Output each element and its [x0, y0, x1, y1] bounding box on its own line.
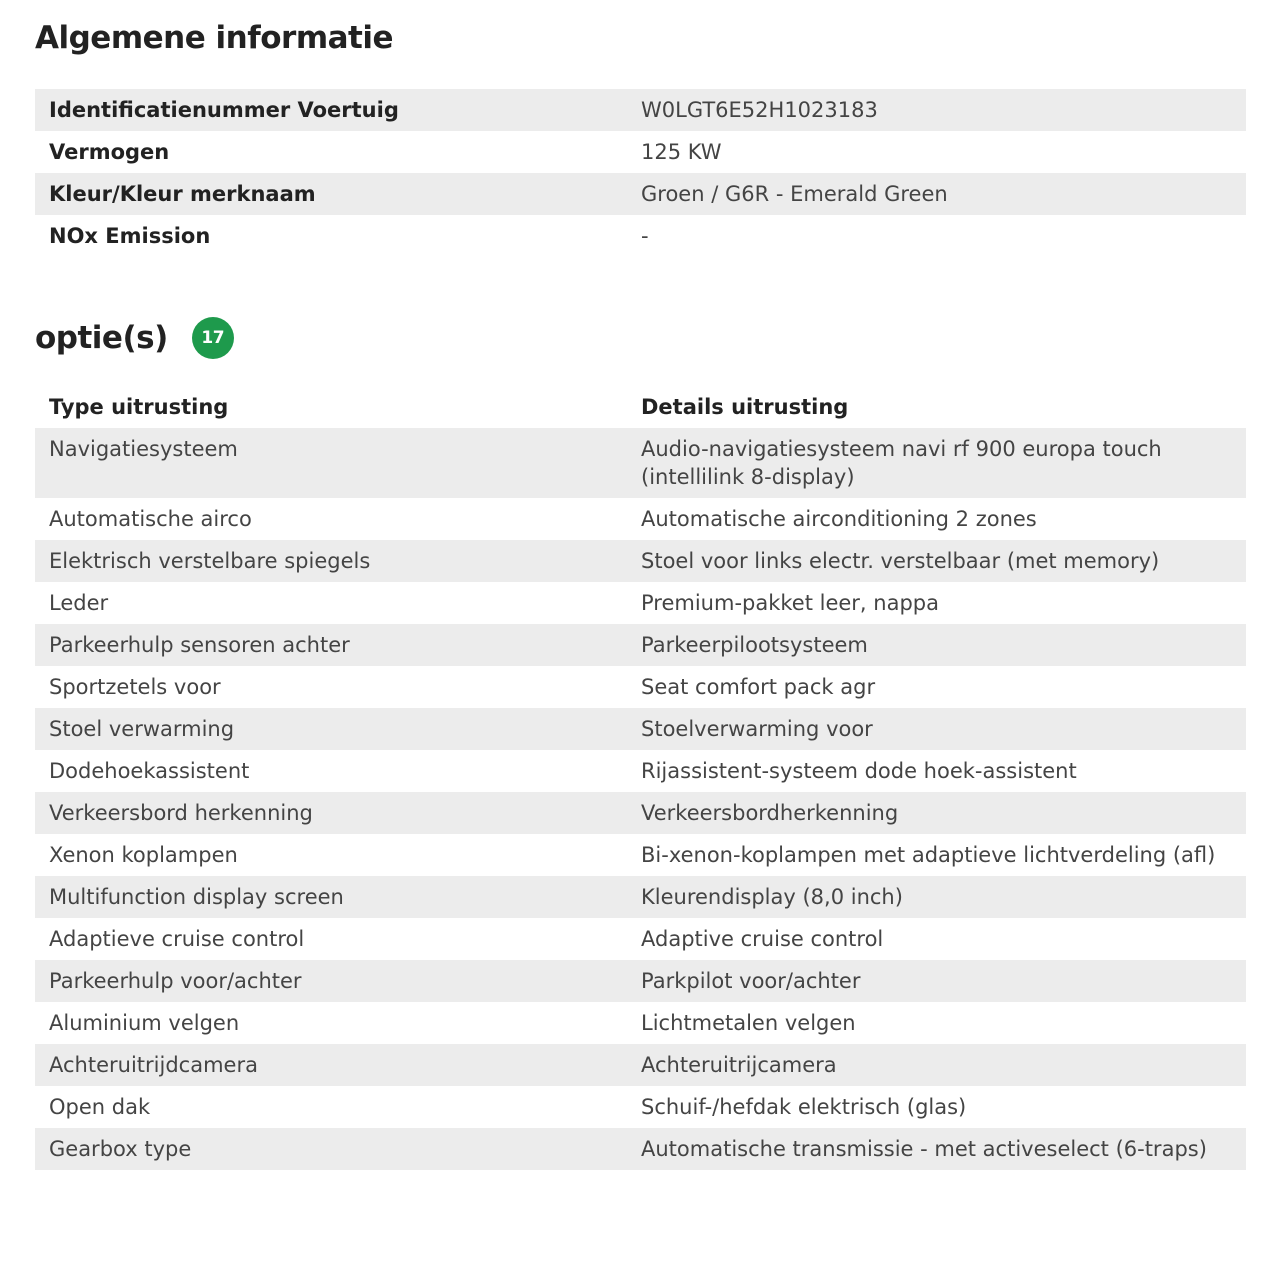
options-header-row [35, 386, 1246, 428]
options-title [35, 317, 234, 359]
option-type: Parkeerhulp sensoren achter [49, 633, 350, 657]
option-type: Dodehoekassistent [49, 759, 250, 783]
general-info-value: - [641, 224, 649, 248]
option-row [35, 1002, 1246, 1044]
option-type: Achteruitrijdcamera [49, 1053, 258, 1077]
option-type: Leder [49, 591, 109, 615]
option-type: Open dak [49, 1095, 151, 1119]
option-type: Automatische airco [49, 507, 252, 531]
options-table [35, 386, 1246, 1170]
options-count-badge: 17 [192, 317, 234, 359]
option-row [35, 1086, 1246, 1128]
option-details: Automatische airconditioning 2 zones [641, 507, 1037, 531]
option-type: Aluminium velgen [49, 1011, 240, 1035]
option-details: Parkpilot voor/achter [641, 969, 861, 993]
option-details: Achteruitrijcamera [641, 1053, 837, 1077]
option-details: Lichtmetalen velgen [641, 1011, 856, 1035]
general-info-label: Identificatienummer Voertuig [49, 98, 399, 122]
general-info-label: Kleur/Kleur merknaam [49, 182, 316, 206]
option-details: Rijassistent-systeem dode hoek-assistent [641, 759, 1077, 783]
option-type: Stoel verwarming [49, 717, 235, 741]
option-type: Xenon koplampen [49, 843, 238, 867]
option-type: Parkeerhulp voor/achter [49, 969, 302, 993]
option-row [35, 792, 1246, 834]
general-info-row [35, 131, 1246, 173]
option-details: Kleurendisplay (8,0 inch) [641, 885, 903, 909]
option-row [35, 834, 1246, 876]
option-details: Adaptive cruise control [641, 927, 884, 951]
general-info-title: Algemene informatie [35, 20, 394, 56]
option-details: Stoelverwarming voor [641, 717, 873, 741]
option-row [35, 498, 1246, 540]
column-header-details: Details uitrusting [641, 395, 849, 419]
option-row [35, 1044, 1246, 1086]
option-details: Stoel voor links electr. verstelbaar (met memory) [641, 549, 1160, 573]
option-row [35, 540, 1246, 582]
general-info-label: NOx Emission [49, 224, 211, 248]
option-details: Schuif-/hefdak elektrisch (glas) [641, 1095, 967, 1119]
general-info-value: Groen / G6R - Emerald Green [641, 182, 948, 206]
option-type: Verkeersbord herkenning [49, 801, 313, 825]
option-row [35, 582, 1246, 624]
option-row [35, 960, 1246, 1002]
option-details: Verkeersbordherkenning [641, 801, 899, 825]
option-type: Elektrisch verstelbare spiegels [49, 549, 371, 573]
option-row [35, 624, 1246, 666]
general-info-value: 125 KW [641, 140, 722, 164]
option-details: Premium-pakket leer, nappa [641, 591, 939, 615]
option-details: Bi-xenon-koplampen met adaptieve lichtverdeling (afl) [641, 843, 1216, 867]
general-info-label: Vermogen [49, 140, 170, 164]
general-info-value: W0LGT6E52H1023183 [641, 98, 878, 122]
options-title-text: optie(s) [35, 320, 168, 356]
option-row [35, 918, 1246, 960]
option-row [35, 666, 1246, 708]
option-type: Adaptieve cruise control [49, 927, 305, 951]
option-row [35, 1128, 1246, 1170]
option-details: Seat comfort pack agr [641, 675, 876, 699]
option-row [35, 428, 1246, 498]
option-details: Parkeerpilootsysteem [641, 633, 868, 657]
option-type: Navigatiesysteem [49, 437, 238, 461]
general-info-row [35, 173, 1246, 215]
option-row [35, 876, 1246, 918]
option-type: Gearbox type [49, 1137, 192, 1161]
option-details: Automatische transmissie - met activeselect (6-traps) [641, 1137, 1207, 1161]
general-info-row [35, 89, 1246, 131]
option-row [35, 750, 1246, 792]
general-info-row [35, 215, 1246, 257]
option-details: Audio-navigatiesysteem navi rf 900 europa touch (intellilink 8-display) [641, 437, 1162, 489]
column-header-type: Type uitrusting [49, 395, 229, 419]
option-type: Multifunction display screen [49, 885, 344, 909]
option-row [35, 708, 1246, 750]
general-info-table [35, 89, 1246, 257]
option-type: Sportzetels voor [49, 675, 221, 699]
